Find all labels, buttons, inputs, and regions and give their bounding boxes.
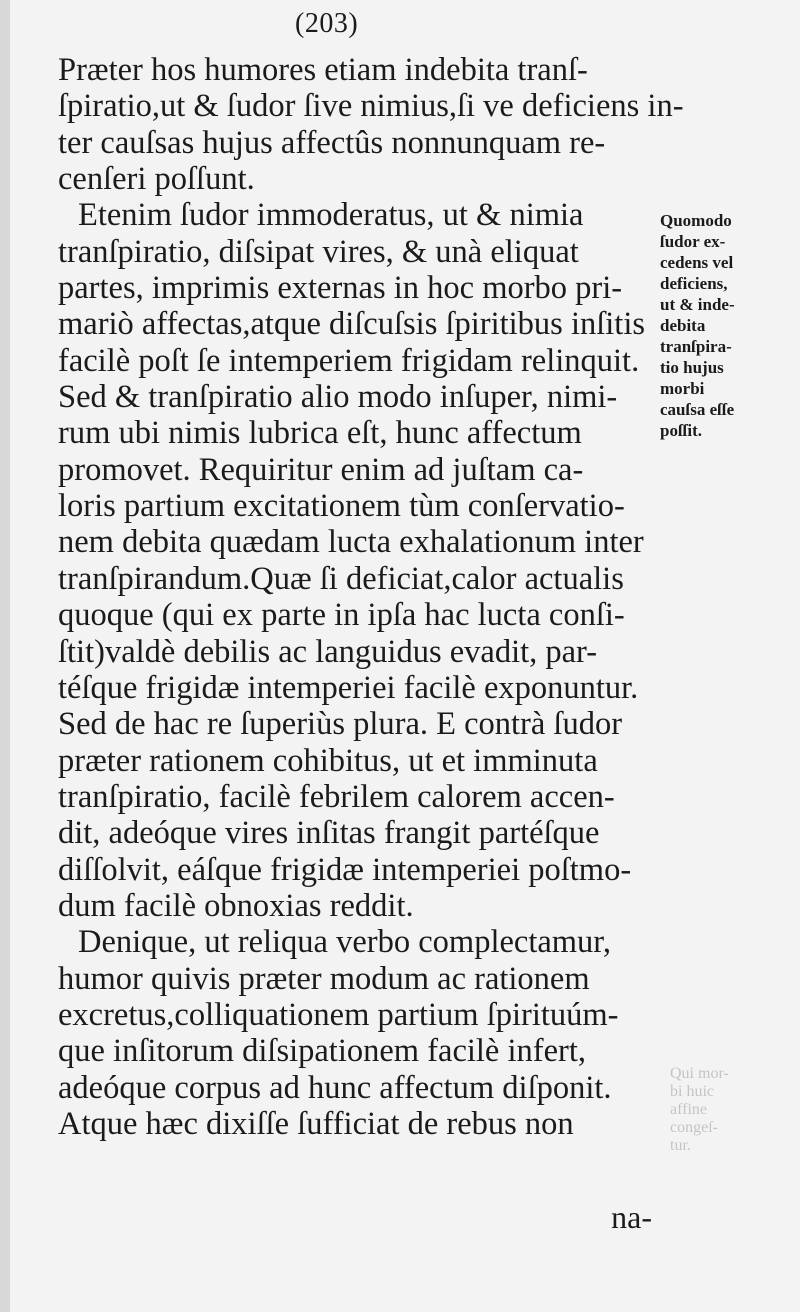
text-line-20: præter rationem cohibitus, ut et imminuta [58, 742, 598, 779]
text-line-5: Etenim ſudor immoderatus, ut & nimia [78, 197, 584, 234]
text-line-24: dum facilè obnoxias reddit. [58, 887, 414, 924]
text-line-3: ter cauſsas hujus affectûs nonnunquam re- [58, 124, 606, 161]
text-line-21: tranſpiratio, facilè febrilem calorem accen- [58, 778, 615, 815]
margin-note-line-4: deficiens, [660, 274, 728, 293]
margin-note-line-10: cauſsa eſſe [660, 400, 735, 419]
margin-note-line-6: debita [660, 316, 706, 335]
text-line-7: partes, imprimis externas in hoc morbo pri- [58, 270, 623, 307]
text-line-26: humor quivis præter modum ac rationem [58, 960, 590, 997]
text-line-30: Atque hæc dixiſſe ſufficiat de rebus non [58, 1105, 574, 1142]
text-line-15: tranſpirandum.Quæ ſi deficiat,calor actualis [58, 560, 624, 597]
text-line-18: téſque frigidæ intemperiei facilè exponuntur. [58, 669, 639, 706]
text-line-17: ſtit)valdè debilis ac languidus evadit, par- [58, 633, 598, 670]
margin-note-line-3: cedens vel [660, 253, 734, 272]
margin-note-line-9: morbi [660, 379, 705, 398]
text-line-2: ſpiratio,ut & ſudor ſive nimius,ſi ve deficiens in- [58, 88, 684, 125]
margin-note-line-8: tio hujus [660, 358, 724, 377]
text-line-6: tranſpiratio, diſsipat vires, & unà eliquat [58, 233, 579, 270]
text-line-22: dit, adeóque vires inſitas frangit partéſque [58, 815, 600, 852]
text-line-23: diſſolvit, eáſque frigidæ intemperiei poſtmo- [58, 851, 632, 888]
text-line-29: adeóque corpus ad hunc affectum diſponit. [58, 1069, 612, 1106]
text-line-27: excretus,colliquationem partium ſpirituúm- [58, 996, 619, 1033]
text-line-9: facilè poſt ſe intemperiem frigidam relinquit. [58, 342, 640, 379]
text-line-1: Præter hos humores etiam indebita tranſ- [58, 52, 588, 88]
margin-note-line-11: poſſit. [660, 421, 703, 440]
page-number: (203) [295, 8, 359, 39]
text-line-28: que inſitorum diſsipationem facilè infert, [58, 1033, 586, 1070]
margin-note-line-7: tranſpira- [660, 337, 732, 356]
text-line-4: cenſeri poſſunt. [58, 161, 255, 198]
margin-note-line-5: ut & inde- [660, 295, 735, 314]
text-line-19: Sed de hac re ſuperiùs plura. E contrà ſudor [58, 706, 623, 743]
margin-note [660, 210, 800, 441]
text-line-12: promovet. Requiritur enim ad juſtam ca- [58, 451, 584, 488]
text-line-25: Denique, ut reliqua verbo complectamur, [78, 924, 611, 961]
margin-note-line-2: ſudor ex- [660, 232, 726, 251]
text-line-14: nem debita quædam lucta exhalationum inter [58, 524, 644, 561]
catchword: na- [611, 1199, 652, 1235]
text-line-10: Sed & tranſpiratio alio modo inſuper, nimi- [58, 379, 618, 416]
text-line-16: quoque (qui ex parte in ipſa hac lucta conſi- [58, 597, 625, 634]
text-line-11: rum ubi nimis lubrica eſt, hunc affectum [58, 415, 582, 452]
show-through-text: Qui mor- bi huic affine congeſ- tur. [670, 1065, 729, 1154]
margin-note-line-1: Quomodo [660, 211, 732, 230]
text-line-8: mariò affectas,atque diſcuſsis ſpiritibus inſitis [58, 306, 645, 343]
text-line-13: loris partium excitationem tùm conſervatio- [58, 488, 625, 525]
